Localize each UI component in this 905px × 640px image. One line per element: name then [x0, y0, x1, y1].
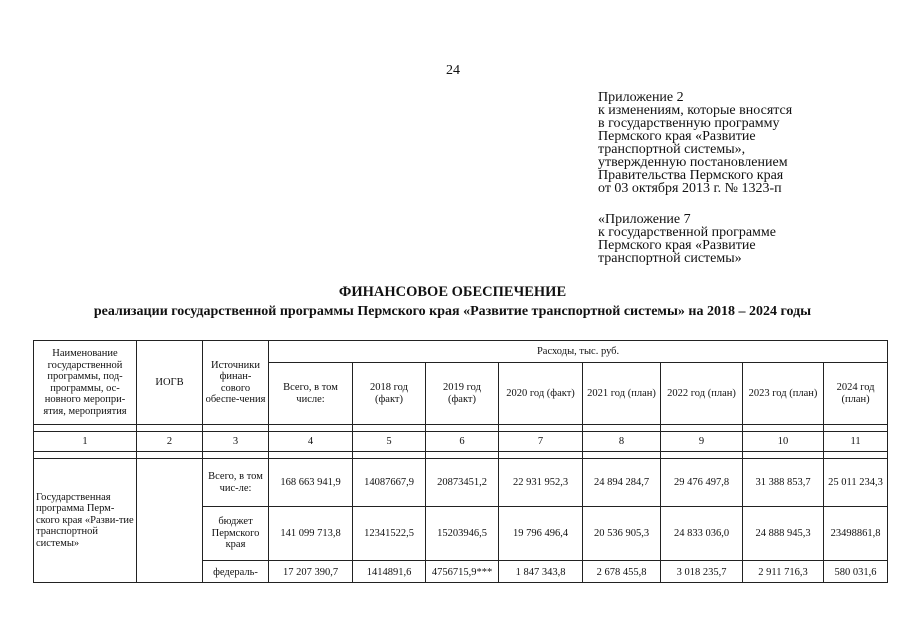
value-cell: 20873451,2: [426, 459, 499, 507]
value-cell: 1414891,6: [353, 561, 426, 583]
header-year: 2020 год (факт): [499, 363, 583, 425]
appendix-2-line: Правительства Пермского края: [598, 168, 784, 183]
column-number: 2: [137, 432, 203, 452]
value-cell: 19 796 496,4: [499, 507, 583, 561]
appendix-2-line: от 03 октября 2013 г. № 1323-п: [598, 181, 782, 196]
value-cell: 25 011 234,3: [824, 459, 888, 507]
appendix-2-line: Приложение 2: [598, 90, 684, 105]
value-cell: 4756715,9***: [426, 561, 499, 583]
document-subtitle: реализации государственной программы Пермского края «Развитие транспортной системы» на 2018 – 2024 годы: [93, 304, 812, 319]
value-cell: 12341522,5: [353, 507, 426, 561]
appendix-7-line: «Приложение 7: [598, 212, 691, 227]
appendix-2-note: [598, 91, 898, 195]
value-cell: 3 018 235,7: [661, 561, 743, 583]
header-expenses: Расходы, тыс. руб.: [269, 341, 888, 363]
table-row: [34, 459, 888, 507]
column-number: 9: [661, 432, 743, 452]
appendix-7-line: к государственной программе: [598, 225, 776, 240]
appendix-2-line: к изменениям, которые вносятся: [598, 103, 793, 118]
value-cell: 1 847 343,8: [499, 561, 583, 583]
value-cell: 168 663 941,9: [269, 459, 353, 507]
table-gap-row: [34, 452, 888, 459]
header-sources: Источники финан-сового обеспе-чения: [203, 341, 269, 425]
value-cell: 20 536 905,3: [583, 507, 661, 561]
value-cell: 23498861,8: [824, 507, 888, 561]
value-cell: 141 099 713,8: [269, 507, 353, 561]
column-number: 6: [426, 432, 499, 452]
column-number: 10: [743, 432, 824, 452]
table-gap-row: [34, 425, 888, 432]
document-title: ФИНАНСОВОЕ ОБЕСПЕЧЕНИЕ: [338, 284, 567, 300]
value-cell: 17 207 390,7: [269, 561, 353, 583]
header-year: 2021 год (план): [583, 363, 661, 425]
header-year: 2024 год (план): [824, 363, 888, 425]
program-name-cell: Государственная программа Перм-ского края «Разви-тие транспортной системы»: [34, 459, 137, 583]
appendix-2-line: Пермского края «Развитие: [598, 129, 756, 144]
value-cell: 29 476 497,8: [661, 459, 743, 507]
value-cell: 580 031,6: [824, 561, 888, 583]
appendix-2-line: утвержденную постановлением: [598, 155, 788, 170]
column-number: 8: [583, 432, 661, 452]
iogv-cell: [137, 459, 203, 583]
header-iogv: ИОГВ: [137, 341, 203, 425]
page-number: 24: [446, 63, 460, 78]
column-number: 11: [824, 432, 888, 452]
appendix-7-line: Пермского края «Развитие: [598, 238, 756, 253]
column-number: 4: [269, 432, 353, 452]
table-header-row: [34, 341, 888, 363]
appendix-2-line: в государственную программу: [598, 116, 780, 131]
column-number: 5: [353, 432, 426, 452]
header-year: 2018 год (факт): [353, 363, 426, 425]
column-number: 1: [34, 432, 137, 452]
header-year: 2019 год (факт): [426, 363, 499, 425]
value-cell: 24 894 284,7: [583, 459, 661, 507]
column-number-row: [34, 432, 888, 452]
value-cell: 2 678 455,8: [583, 561, 661, 583]
header-name: Наименование государственной программы, под-программы, ос-новного меропри-ятия, мероприятия: [34, 341, 137, 425]
value-cell: 24 888 945,3: [743, 507, 824, 561]
column-number: 3: [203, 432, 269, 452]
value-cell: 22 931 952,3: [499, 459, 583, 507]
value-cell: 14087667,9: [353, 459, 426, 507]
column-number: 7: [499, 432, 583, 452]
value-cell: 15203946,5: [426, 507, 499, 561]
value-cell: 24 833 036,0: [661, 507, 743, 561]
appendix-7-note: [598, 213, 898, 265]
header-year: 2023 год (план): [743, 363, 824, 425]
appendix-7-line: транспортной системы»: [598, 251, 742, 266]
financial-table: [33, 340, 888, 583]
value-cell: 31 388 853,7: [743, 459, 824, 507]
value-cell: 2 911 716,3: [743, 561, 824, 583]
header-total: Всего, в том числе:: [269, 363, 353, 425]
appendix-2-line: транспортной системы»,: [598, 142, 746, 157]
source-cell: федераль-: [203, 561, 269, 583]
source-cell: бюджет Пермского края: [203, 507, 269, 561]
source-cell: Всего, в том чис-ле:: [203, 459, 269, 507]
header-year: 2022 год (план): [661, 363, 743, 425]
